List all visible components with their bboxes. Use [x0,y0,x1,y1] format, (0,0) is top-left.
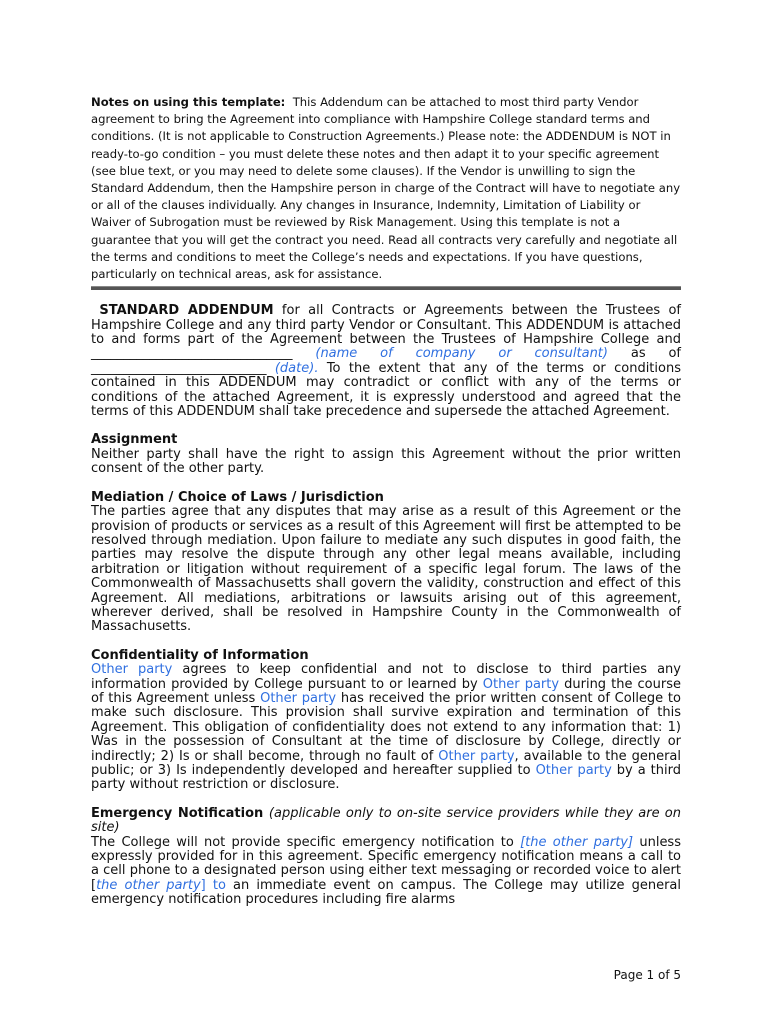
date-placeholder: (date). [266,360,319,376]
assignment-heading: Assignment [91,432,178,448]
page-number: Page 1 of 5 [613,968,681,982]
intro-paragraph: STANDARD ADDENDUM for all Contracts or Agreements between the Trustees of Hampshire College and any third party Vendor or Consultant. This ADDENDUM is attached to and forms part of the Agreement between the Trustees of Hampshire College and _______________________________ (name of company or consultant) as of ___________________________ (date). To the extent that any of the terms or conditions contained in this ADDENDUM may contradict or conflict with any of the terms or conditions of the attached Agreement, it is expressly understood and agreed that the terms of this ADDENDUM shall take precedence and supersede the attached Agreement. [91,303,681,420]
mediation-heading: Mediation / Choice of Laws / Jurisdiction [91,489,384,505]
emergency-text: The College will not provide specific emergency notification to [the other party] unless expressly provided for in this agreement. Specific emergency notification means a call to a cell phone to a designated person using either text messaging or recorded voice to alert [the other party] to an immediate event on campus. The College may utilize general emergency notification procedures including fire alarms [91,834,681,908]
mediation-text: The parties agree that any disputes that may arise as a result of this Agreement or the provision of products or services as a result of this Agreement will first be attempted to be resolved through mediation. Upon failure to mediate any such disputes in good faith, the parties may resolve the dispute through any other legal means available, including arbitration or litigation without requirement of a specific legal forum. The laws of the Commonwealth of Massachusetts shall govern the validity, construction and effect of this Agreement. All mediations, arbitrations or lawsuits arising out of this agreement, wherever derived, shall be resolved in Hampshire County in the Commonwealth of Massachusetts. [91,504,681,635]
date-blank[interactable]: ___________________________ [91,360,267,376]
confidentiality-text: Other party agrees to keep confidential and not to disclose to third parties any information provided by College pursuant to or learned by Other party during the course of this Agreement unless Other party has received the prior written consent of College to make such disclosure. This provision shall survive expiration and termination of this Agreement. This obligation of confidentiality does not extend to any information that: 1) Was in the possession of Consultant at the time of disclosure by College, directly or indirectly; 2) Is or shall become, through no fault of Other party, available to the general public; or 3) Is independently developed and hereafter supplied to Other party by a third party without restriction or disclosure. [91,662,681,793]
notes-label: Notes on using this template: [91,95,286,109]
addendum-title: STANDARD ADDENDUM [99,303,274,319]
template-notes [91,94,681,283]
company-placeholder: (name of company or consultant) [292,346,608,362]
notes-text: This Addendum can be attached to most third party Vendor agreement to bring the Agreement into compliance with Hampshire College standard terms and conditions. (It is not applicable to Construction Agreements.) Please note: the ADDENDUM is NOT in ready-to-go condition – you must delete these notes and then adapt it to your specific agreement (see blue text, or you may need to delete some clauses). If the Vendor is unwilling to sign the Standard Addendum, then the Hampshire person in charge of the Contract will have to negotiate any or all of the clauses individually. Any changes in Insurance, Indemnity, Limitation of Liability or Waiver of Subrogation must be reviewed by Risk Management. Using this template is not a guarantee that you will get the contract you need. Read all contracts very carefully and negotiate all the terms and conditions to meet the College’s needs and expectations. If you have questions, particularly on technical areas, ask for assistance. [91,95,681,282]
assignment-text: Neither party shall have the right to assign this Agreement without the prior written consent of the other party. [91,446,681,477]
company-blank[interactable]: _______________________________ [91,346,293,362]
confidentiality-heading: Confidentiality of Information [91,647,309,663]
section-divider [91,286,681,290]
emergency-heading: Emergency Notification (applicable only to on-site service providers while they are on site) [91,805,681,836]
emergency-qualifier: (applicable only to on-site service providers while they are on site) [91,805,681,836]
document-page [91,94,681,908]
